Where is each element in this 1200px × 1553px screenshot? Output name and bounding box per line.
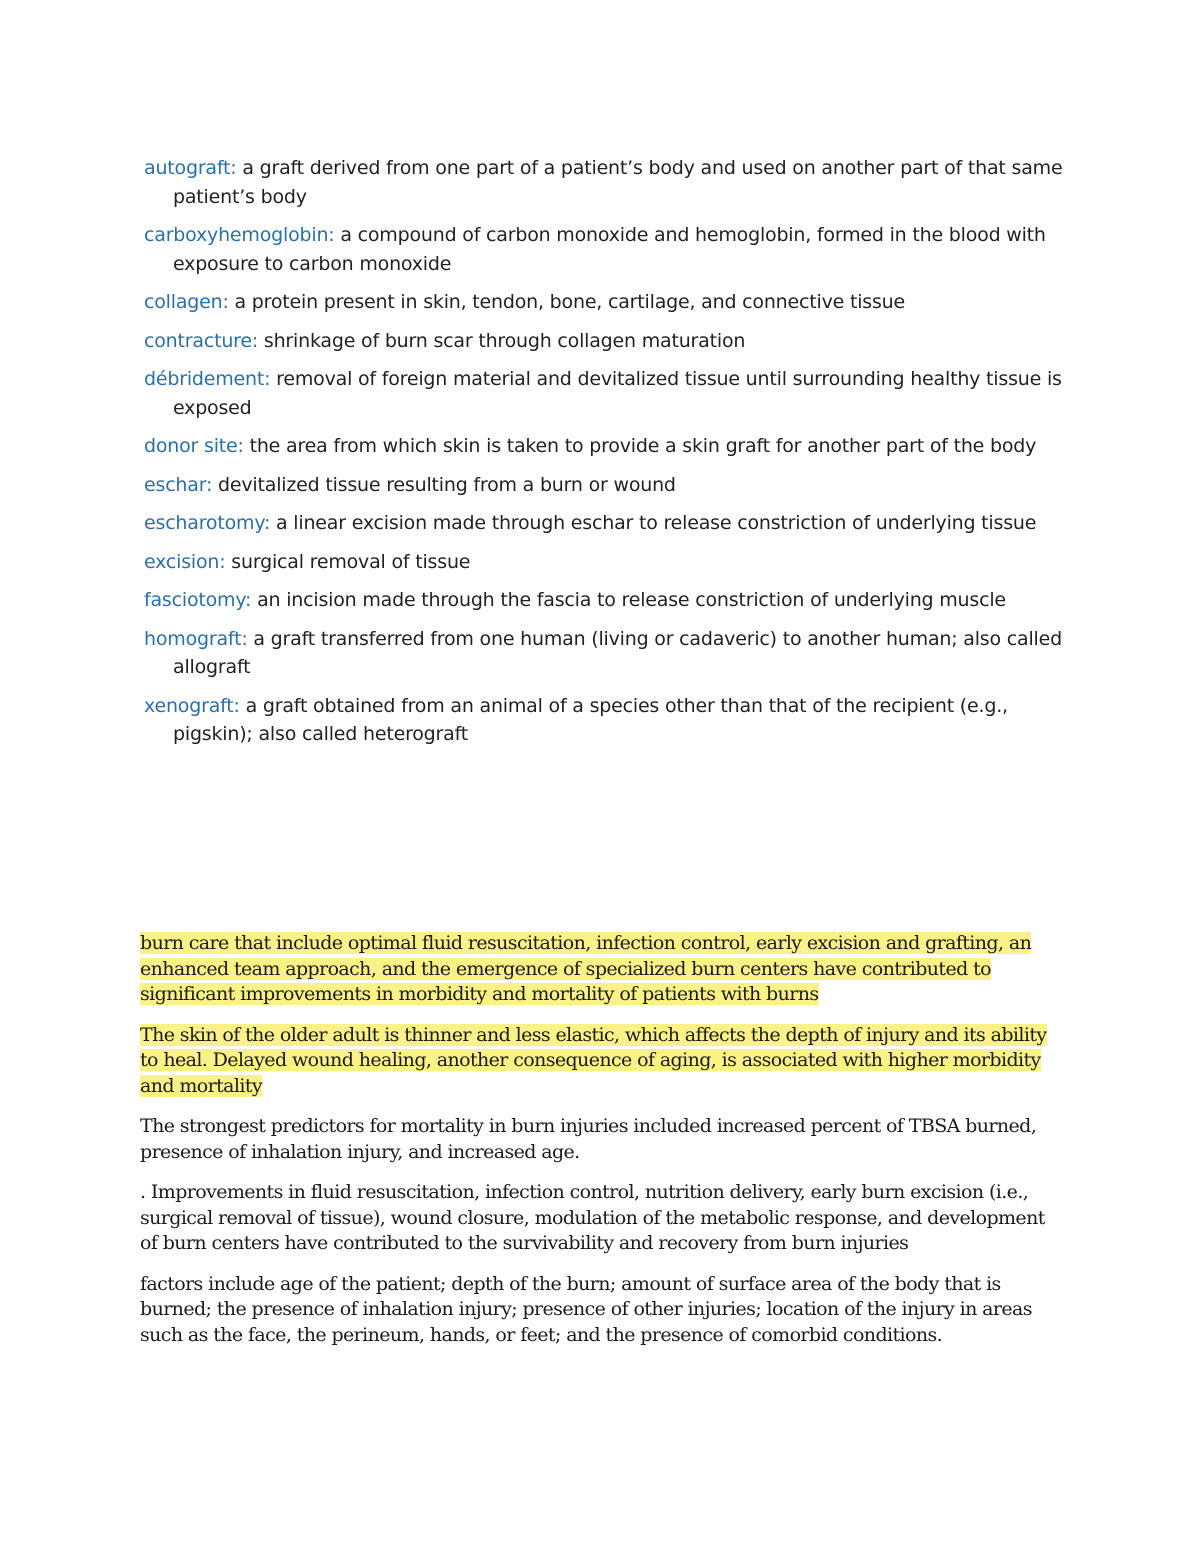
glossary-entry [144, 221, 1074, 278]
glossary-term: xenograft: [144, 694, 240, 717]
highlighted-text: burn care that include optimal fluid resuscitation, infection control, early excision and grafting, an enhanced team approach, and the emergence of specialized burn centers have contributed to significant improvements in morbidity and mortality of patients with burns [140, 932, 1032, 1005]
glossary-definition: removal of foreign material and devitalized tissue until surrounding healthy tissue is exposed [173, 368, 1062, 419]
glossary-entry [144, 692, 1074, 749]
note-paragraph: factors include age of the patient; depth of the burn; amount of surface area of the body that is burned; the presence of inhalation injury; presence of other injuries; location of the injury in areas such as the face, the perineum, hands, or feet; and the presence of comorbid conditions. [140, 1272, 1032, 1346]
glossary-definition: a graft derived from one part of a patient’s body and used on another part of that same patient’s body [173, 157, 1063, 208]
glossary-entry [144, 288, 1074, 317]
glossary-definition: a graft transferred from one human (living or cadaveric) to another human; also called allograft [173, 627, 1062, 678]
note-paragraph-highlighted [140, 1023, 1060, 1100]
glossary-entry [144, 432, 1074, 461]
glossary-definition: an incision made through the fascia to release constriction of underlying muscle [251, 589, 1006, 611]
glossary-term: collagen: [144, 291, 229, 313]
glossary-definition: a compound of carbon monoxide and hemoglobin, formed in the blood with exposure to carbon monoxide [173, 224, 1046, 275]
glossary-term: débridement: [144, 368, 271, 390]
note-paragraph-highlighted [140, 931, 1060, 1008]
glossary-term: homograft: [144, 627, 248, 650]
glossary-definition: shrinkage of burn scar through collagen maturation [258, 329, 746, 352]
glossary-term: contracture: [144, 329, 259, 352]
glossary-term: autograft: [144, 157, 237, 179]
note-paragraph: . Improvements in fluid resuscitation, infection control, nutrition delivery, early burn excision (i.e., surgical removal of tissue), wound closure, modulation of the metabolic response, and development of burn centers have contributed to the survivability and recovery from burn injuries [140, 1181, 1045, 1254]
glossary-entry [144, 625, 1074, 682]
glossary-list [144, 154, 1074, 759]
glossary-entry [144, 548, 1074, 577]
highlighted-text: The skin of the older adult is thinner and less elastic, which affects the depth of injury and its ability to heal. Delayed wound healing, another consequence of aging, is associated with higher morbidity and mortality [140, 1023, 1047, 1097]
glossary-definition: a graft obtained from an animal of a species other than that of the recipient (e.g., pigskin); also called heterograft [173, 694, 1008, 745]
glossary-definition: a protein present in skin, tendon, bone, cartilage, and connective tissue [228, 291, 905, 313]
glossary-term: escharotomy: [144, 512, 271, 534]
glossary-term: carboxyhemoglobin: [144, 224, 335, 246]
glossary-definition: the area from which skin is taken to provide a skin graft for another part of the body [243, 435, 1037, 457]
glossary-entry [144, 471, 1074, 500]
glossary-entry [144, 154, 1074, 211]
glossary-definition: a linear excision made through eschar to release constriction of underlying tissue [270, 512, 1037, 534]
glossary-entry [144, 327, 1074, 356]
glossary-entry [144, 365, 1074, 422]
glossary-entry [144, 586, 1074, 615]
glossary-definition: devitalized tissue resulting from a burn or wound [212, 473, 676, 496]
glossary-entry [144, 509, 1074, 538]
glossary-term: eschar: [144, 473, 213, 496]
glossary-term: donor site: [144, 435, 244, 457]
glossary-term: fasciotomy: [144, 589, 252, 611]
note-paragraph: The strongest predictors for mortality in burn injuries included increased percent of TBSA burned, presence of inhalation injury, and increased age. [140, 1115, 1037, 1163]
glossary-term: excision: [144, 550, 226, 573]
glossary-definition: surgical removal of tissue [225, 550, 471, 573]
notes-section [140, 931, 1060, 1363]
